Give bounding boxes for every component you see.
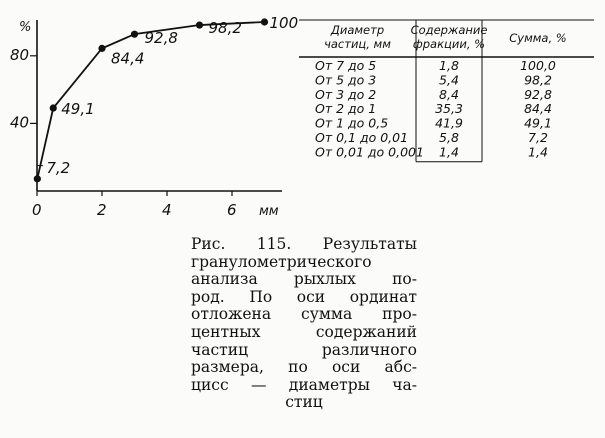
table-cell: 84,4 [524, 101, 552, 117]
table-cell: От 7 до 5 [315, 58, 377, 73]
table-header: частиц, мм [324, 37, 391, 51]
figure-caption [191, 236, 417, 412]
table-cell: 92,8 [524, 86, 552, 102]
table-cell: 98,2 [524, 72, 552, 88]
x-tick-label: 0 [32, 201, 42, 219]
data-point [261, 18, 268, 25]
table-cell: От 2 до 1 [315, 101, 377, 117]
data-point [34, 175, 41, 182]
table-header: Содержание [410, 23, 488, 37]
table-cell: От 0,01 до 0,001 [315, 144, 424, 160]
data-label: 84,4 [111, 49, 145, 68]
data-label: 98,2 [208, 19, 242, 38]
data-label: 49,1 [61, 100, 95, 119]
caption-line: центных содержаний [191, 322, 417, 341]
y-axis-label: % [19, 20, 32, 35]
caption-line: гранулометрического [191, 252, 372, 271]
table-header: Сумма, % [509, 31, 567, 45]
x-tick-label: 4 [162, 201, 172, 219]
table-cell: 100,0 [520, 58, 556, 73]
table-cell: 5,4 [439, 72, 459, 88]
table-cell: 1,4 [439, 144, 459, 160]
table-header: Диаметр [330, 23, 385, 37]
fraction-table [299, 20, 594, 162]
caption-line: Рис. 115. Результаты [191, 235, 417, 253]
table-header: фракции, % [412, 37, 486, 51]
table-cell: 41,9 [435, 115, 463, 131]
chart-series [34, 14, 298, 182]
table-cell: 5,8 [439, 130, 459, 145]
data-point [131, 31, 138, 38]
caption-line: цисс — диаметры ча- [191, 375, 417, 394]
table-cell: От 3 до 2 [315, 86, 377, 102]
table-cell: 1,4 [528, 144, 548, 160]
table-cell: 8,4 [439, 86, 459, 102]
table-cell: От 5 до 3 [315, 72, 377, 88]
data-point [98, 45, 105, 52]
caption-line: частиц различного [191, 340, 417, 359]
x-tick-label: 2 [97, 201, 107, 219]
chart-ticks [10, 46, 237, 219]
table-cell: 7,2 [528, 130, 548, 145]
data-label: 100 [269, 14, 299, 32]
x-axis-label: мм [259, 204, 279, 219]
x-tick-label: 6 [227, 201, 237, 219]
data-label: 92,8 [144, 29, 178, 48]
data-label: 7,2 [46, 158, 71, 177]
table-cell: От 0,1 до 0,01 [315, 130, 409, 145]
data-point [196, 21, 203, 28]
caption-line: род. По оси ординат [191, 287, 417, 306]
table-cell: 49,1 [524, 115, 552, 131]
caption-line: анализа рыхлых по- [191, 270, 417, 289]
table-cell: 1,8 [439, 58, 459, 73]
caption-line: отложена сумма про- [191, 305, 417, 324]
table-cell: 35,3 [435, 101, 463, 117]
y-tick-label: 40 [10, 113, 30, 132]
table-cell: От 1 до 0,5 [315, 115, 389, 131]
data-point [50, 104, 57, 111]
caption-line: стиц [285, 393, 323, 412]
caption-line: размера, по оси абс- [191, 358, 417, 377]
y-tick-label: 80 [10, 45, 30, 64]
